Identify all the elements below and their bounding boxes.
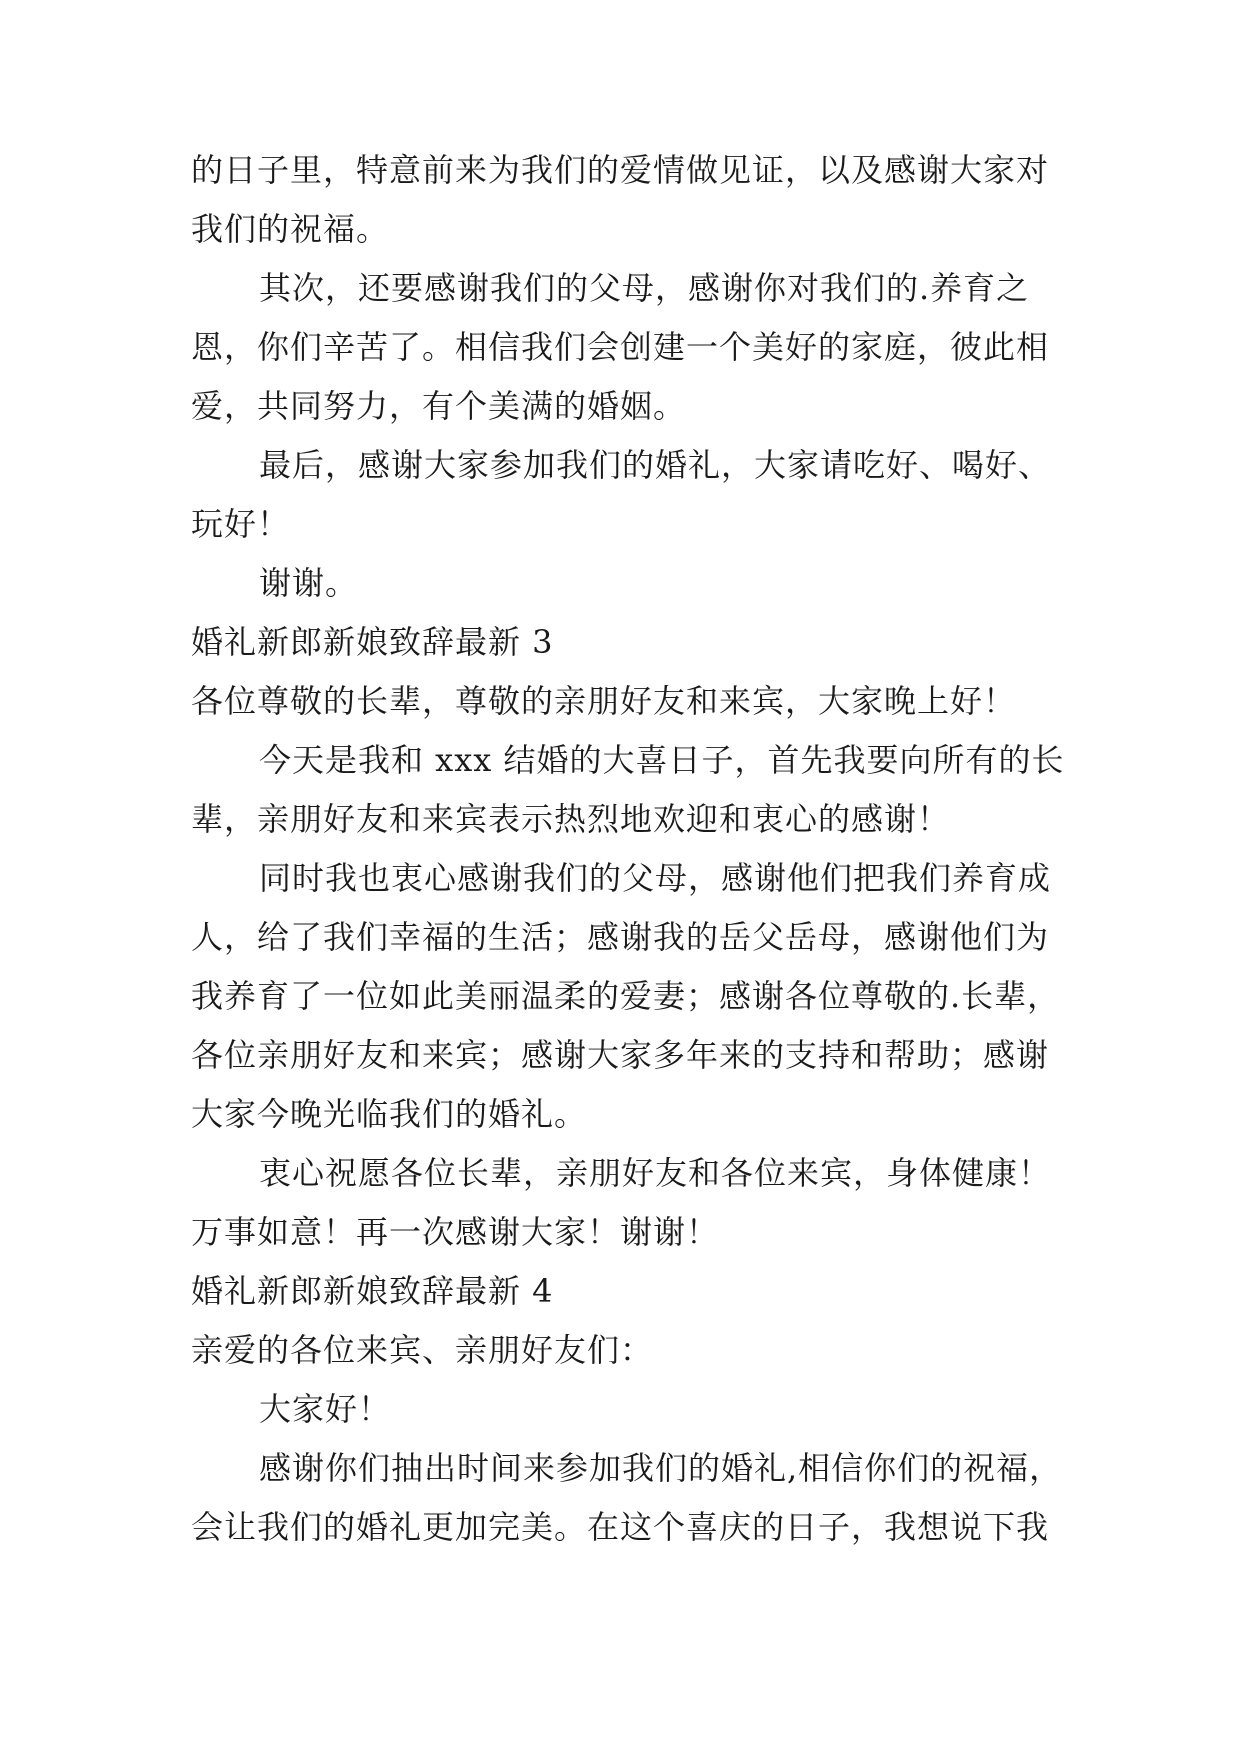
paragraph-line: 各位尊敬的长辈，尊敬的亲朋好友和来宾，大家晚上好！ bbox=[191, 682, 1017, 720]
paragraph-line: 感谢你们抽出时间来参加我们的婚礼,相信你们的祝福， bbox=[259, 1449, 1063, 1487]
section-heading: 婚礼新郎新娘致辞最新 3 bbox=[191, 623, 554, 661]
paragraph-line: 的日子里，特意前来为我们的爱情做见证，以及感谢大家对 bbox=[191, 151, 1050, 189]
paragraph-line: 各位亲朋好友和来宾；感谢大家多年来的支持和帮助；感谢 bbox=[191, 1036, 1050, 1074]
paragraph-line: 玩好！ bbox=[191, 505, 291, 543]
paragraph-line: 大家好！ bbox=[259, 1390, 392, 1428]
paragraph-line: 最后，感谢大家参加我们的婚礼，大家请吃好、喝好、 bbox=[259, 446, 1052, 484]
paragraph-line: 同时我也衷心感谢我们的父母，感谢他们把我们养育成 bbox=[259, 859, 1052, 897]
paragraph-line: 谢谢。 bbox=[259, 564, 359, 602]
paragraph-line: 我养育了一位如此美丽温柔的爱妻；感谢各位尊敬的.长辈， bbox=[191, 977, 1061, 1015]
paragraph-line: 辈，亲朋好友和来宾表示热烈地欢迎和衷心的感谢！ bbox=[191, 800, 951, 838]
paragraph-line: 会让我们的婚礼更加完美。在这个喜庆的日子，我想说下我 bbox=[191, 1508, 1050, 1546]
paragraph-line: 我们的祝福。 bbox=[191, 210, 390, 248]
paragraph-line: 亲爱的各位来宾、亲朋好友们： bbox=[191, 1331, 654, 1369]
paragraph-line: 衷心祝愿各位长辈，亲朋好友和各位来宾，身体健康！ bbox=[259, 1154, 1052, 1192]
section-heading: 婚礼新郎新娘致辞最新 4 bbox=[191, 1272, 554, 1310]
paragraph-line: 恩，你们辛苦了。相信我们会创建一个美好的家庭，彼此相 bbox=[191, 328, 1050, 366]
paragraph-line: 爱，共同努力，有个美满的婚姻。 bbox=[191, 387, 687, 425]
paragraph-line: 其次，还要感谢我们的父母，感谢你对我们的.养育之 bbox=[259, 269, 1030, 307]
paragraph-line: 万事如意！再一次感谢大家！谢谢！ bbox=[191, 1213, 720, 1251]
paragraph-line: 大家今晚光临我们的婚礼。 bbox=[191, 1095, 588, 1133]
paragraph-line: 人，给了我们幸福的生活；感谢我的岳父岳母，感谢他们为 bbox=[191, 918, 1050, 956]
paragraph-line: 今天是我和 xxx 结婚的大喜日子，首先我要向所有的长 bbox=[259, 741, 1065, 779]
